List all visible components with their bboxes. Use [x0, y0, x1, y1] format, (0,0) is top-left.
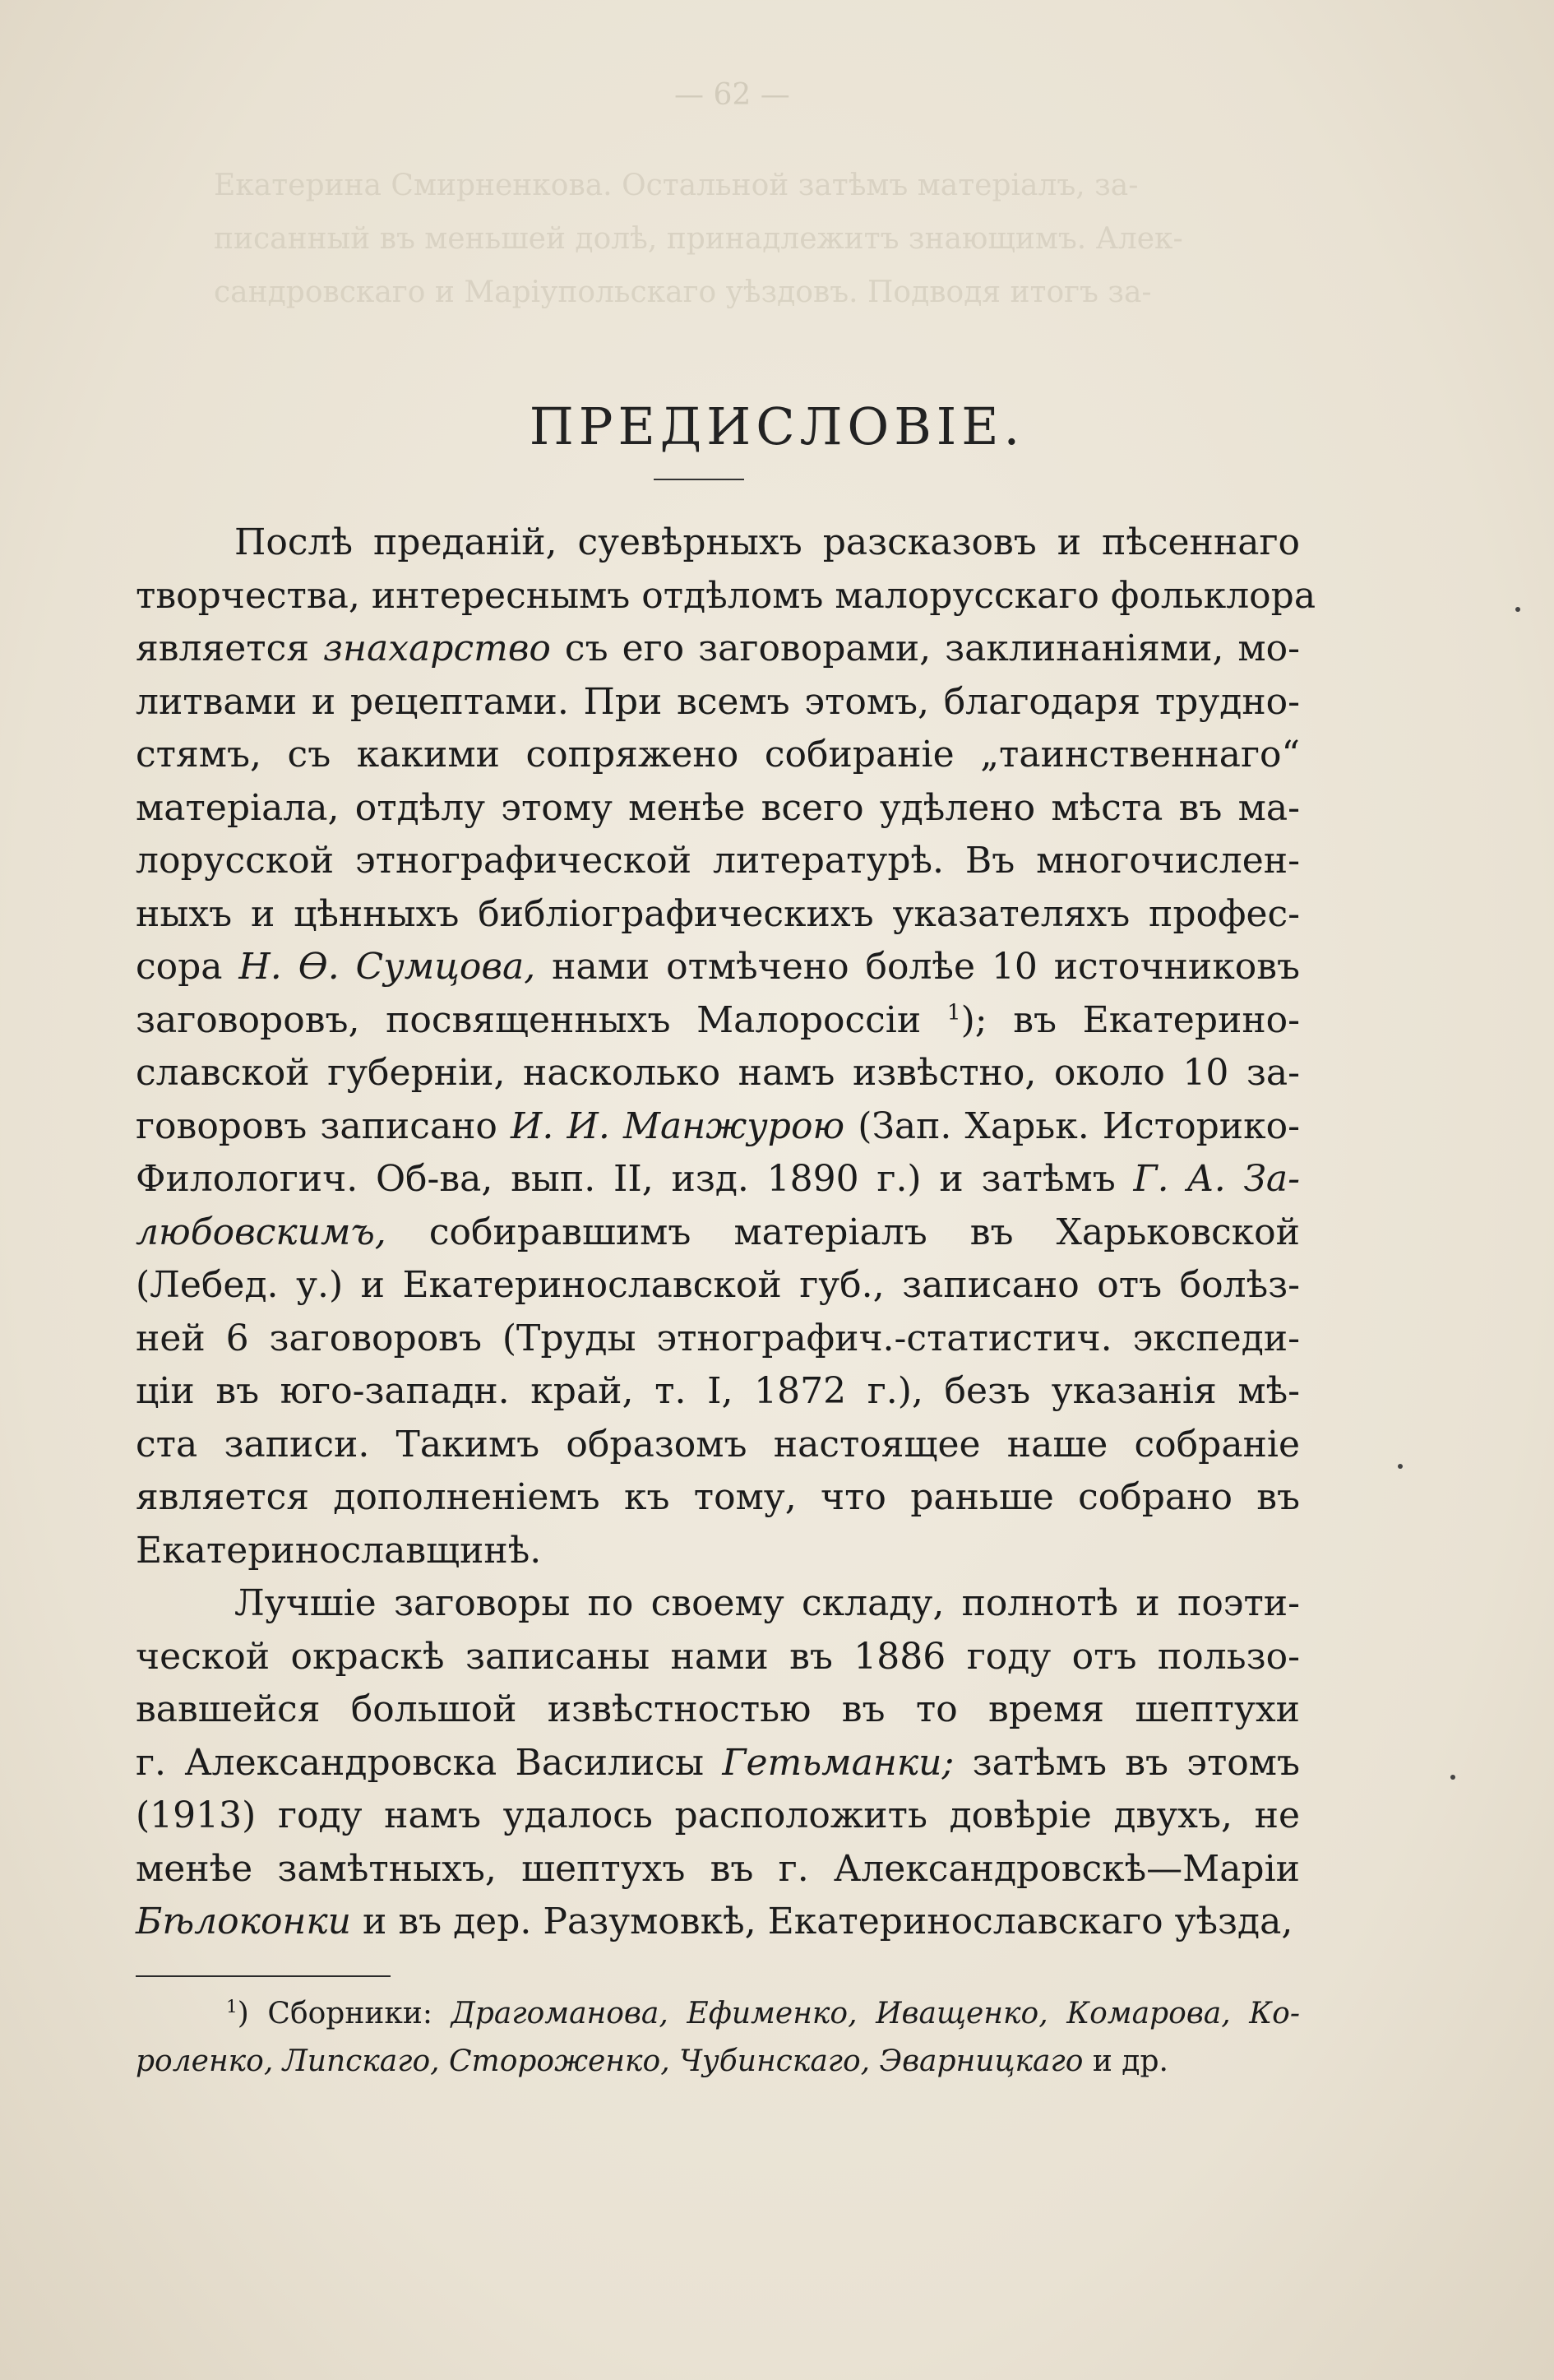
footnote-line: [136, 1990, 1300, 2038]
italic-run: Бѣлоконки: [136, 1901, 352, 1942]
text-line: лорусской этнографической литературѣ. Въ многочислен-: [136, 840, 1300, 882]
text-line: [136, 1896, 1300, 1949]
text-run: нами отмѣчено болѣе 10 источниковъ: [535, 946, 1301, 988]
text-line: стямъ, съ какими сопряжено собираніе „таинственнаго“: [136, 734, 1300, 776]
text-run: собиравшимъ матеріалъ въ Харьковской: [386, 1211, 1300, 1253]
text-line: ческой окраскѣ записаны нами въ 1886 году отъ пользо-: [136, 1635, 1300, 1678]
italic-run: роленко, Липскаго, Стороженко, Чубинскаго, Эварницкаго: [136, 2044, 1084, 2078]
footnote-marker: 1: [226, 1997, 238, 2017]
text-run: говоровъ записано: [136, 1104, 511, 1147]
text-run: и въ дер. Разумовкѣ, Екатеринославскаго уѣзда,: [351, 1901, 1293, 1942]
text-line: [136, 623, 1300, 676]
footnote-marker: 1: [946, 998, 961, 1025]
text-line: литвами и рецептами. При всемъ этомъ, благодаря трудно-: [136, 680, 1300, 723]
italic-run: И. И. Манжурою: [511, 1104, 845, 1147]
text-run: г. Александровска Василисы: [136, 1741, 723, 1784]
text-line: ней 6 заговоровъ (Труды этнографич.-статистич. экспеди-: [136, 1317, 1300, 1359]
italic-run: Гетьманки;: [722, 1741, 955, 1784]
text-line: [136, 994, 1300, 1048]
text-run: (Зап. Харьк. Историко-: [844, 1104, 1300, 1147]
text-line: творчества, интереснымъ отдѣломъ малорусскаго фольклора: [136, 574, 1316, 617]
text-line: Лучшіе заговоры по своему складу, полнотѣ и поэти-: [234, 1582, 1300, 1624]
text-line: является дополненіемъ къ тому, что раньше собрано въ: [136, 1476, 1300, 1518]
text-line: (Лебед. у.) и Екатеринославской губ., записано отъ болѣз-: [136, 1264, 1300, 1306]
text-line: [136, 941, 1300, 994]
text-line: [136, 1100, 1300, 1154]
text-run: затѣмъ въ этомъ: [954, 1741, 1300, 1784]
text-line: ціи въ юго-западн. край, т. I, 1872 г.), безъ указанія мѣ-: [136, 1370, 1300, 1412]
text-run: съ его заговорами, заклинаніями, мо-: [550, 627, 1300, 669]
text-line: менѣе замѣтныхъ, шептухъ въ г. Александровскѣ—Маріи: [136, 1847, 1300, 1890]
paper-speck: [1398, 1464, 1403, 1469]
text-line: [136, 1737, 1300, 1790]
italic-run: Драгоманова, Ефименко, Иващенко, Комарова, Ко-: [451, 1997, 1300, 2030]
text-line: матеріала, отдѣлу этому менѣе всего удѣлено мѣста въ ма-: [136, 786, 1300, 829]
text-line: славской губерніи, насколько намъ извѣстно, около 10 за-: [136, 1052, 1300, 1094]
text-line: [136, 1153, 1300, 1206]
paragraph-1: [136, 516, 1316, 1577]
bleed-through-page-number: — 62 —: [674, 78, 790, 112]
text-line: ныхъ и цѣнныхъ библіографическихъ указателяхъ профес-: [136, 892, 1300, 935]
text-run: Филологич. Об-ва, вып. II, изд. 1890 г.) и затѣмъ: [136, 1158, 1134, 1200]
bleed-through-text: писанный въ меньшей долѣ, принадлежитъ знающимъ. Алек-: [214, 222, 1183, 256]
text-line: ста записи. Такимъ образомъ настоящее наше собраніе: [136, 1423, 1300, 1466]
italic-run: Н. Ѳ. Сумцова,: [238, 946, 536, 988]
footnote-rule: [136, 1975, 391, 1977]
body-text: [136, 516, 1316, 1949]
text-line: Екатеринославщинѣ.: [136, 1529, 542, 1572]
text-run: ) Сборники:: [237, 1997, 451, 2030]
text-run: и др.: [1083, 2044, 1168, 2078]
footnote-line: [136, 2038, 1300, 2086]
text-line: вавшейся большой извѣстностью въ то время шептухи: [136, 1688, 1300, 1730]
bleed-through-text: Екатерина Смирненкова. Остальной затѣмъ матеріалъ, за-: [214, 169, 1139, 202]
title-rule: [654, 479, 744, 480]
italic-run: знахарство: [323, 627, 551, 669]
text-run: ); въ Екатерино-: [960, 998, 1300, 1041]
text-run: сора: [136, 946, 239, 988]
paper-speck: [1450, 1775, 1455, 1780]
text-run: заговоровъ, посвященныхъ Малороссіи: [136, 998, 947, 1041]
footnote: [136, 1990, 1300, 2086]
text-run: является: [136, 627, 324, 669]
text-line: [136, 1206, 1300, 1260]
paragraph-2: [136, 1577, 1300, 1949]
italic-run: Г. А. За-: [1133, 1158, 1300, 1200]
paper-speck: [1515, 607, 1520, 612]
page-title: ПРЕДИСЛОВІЕ.: [529, 396, 1025, 456]
bleed-through-text: сандровскаго и Маріупольскаго уѣздовъ. Подводя итогъ за-: [214, 276, 1152, 309]
text-line: (1913) году намъ удалось расположить довѣріе двухъ, не: [136, 1794, 1300, 1836]
italic-run: любовскимъ,: [136, 1211, 386, 1253]
text-line: Послѣ преданій, суевѣрныхъ разсказовъ и пѣсеннаго: [234, 521, 1300, 563]
